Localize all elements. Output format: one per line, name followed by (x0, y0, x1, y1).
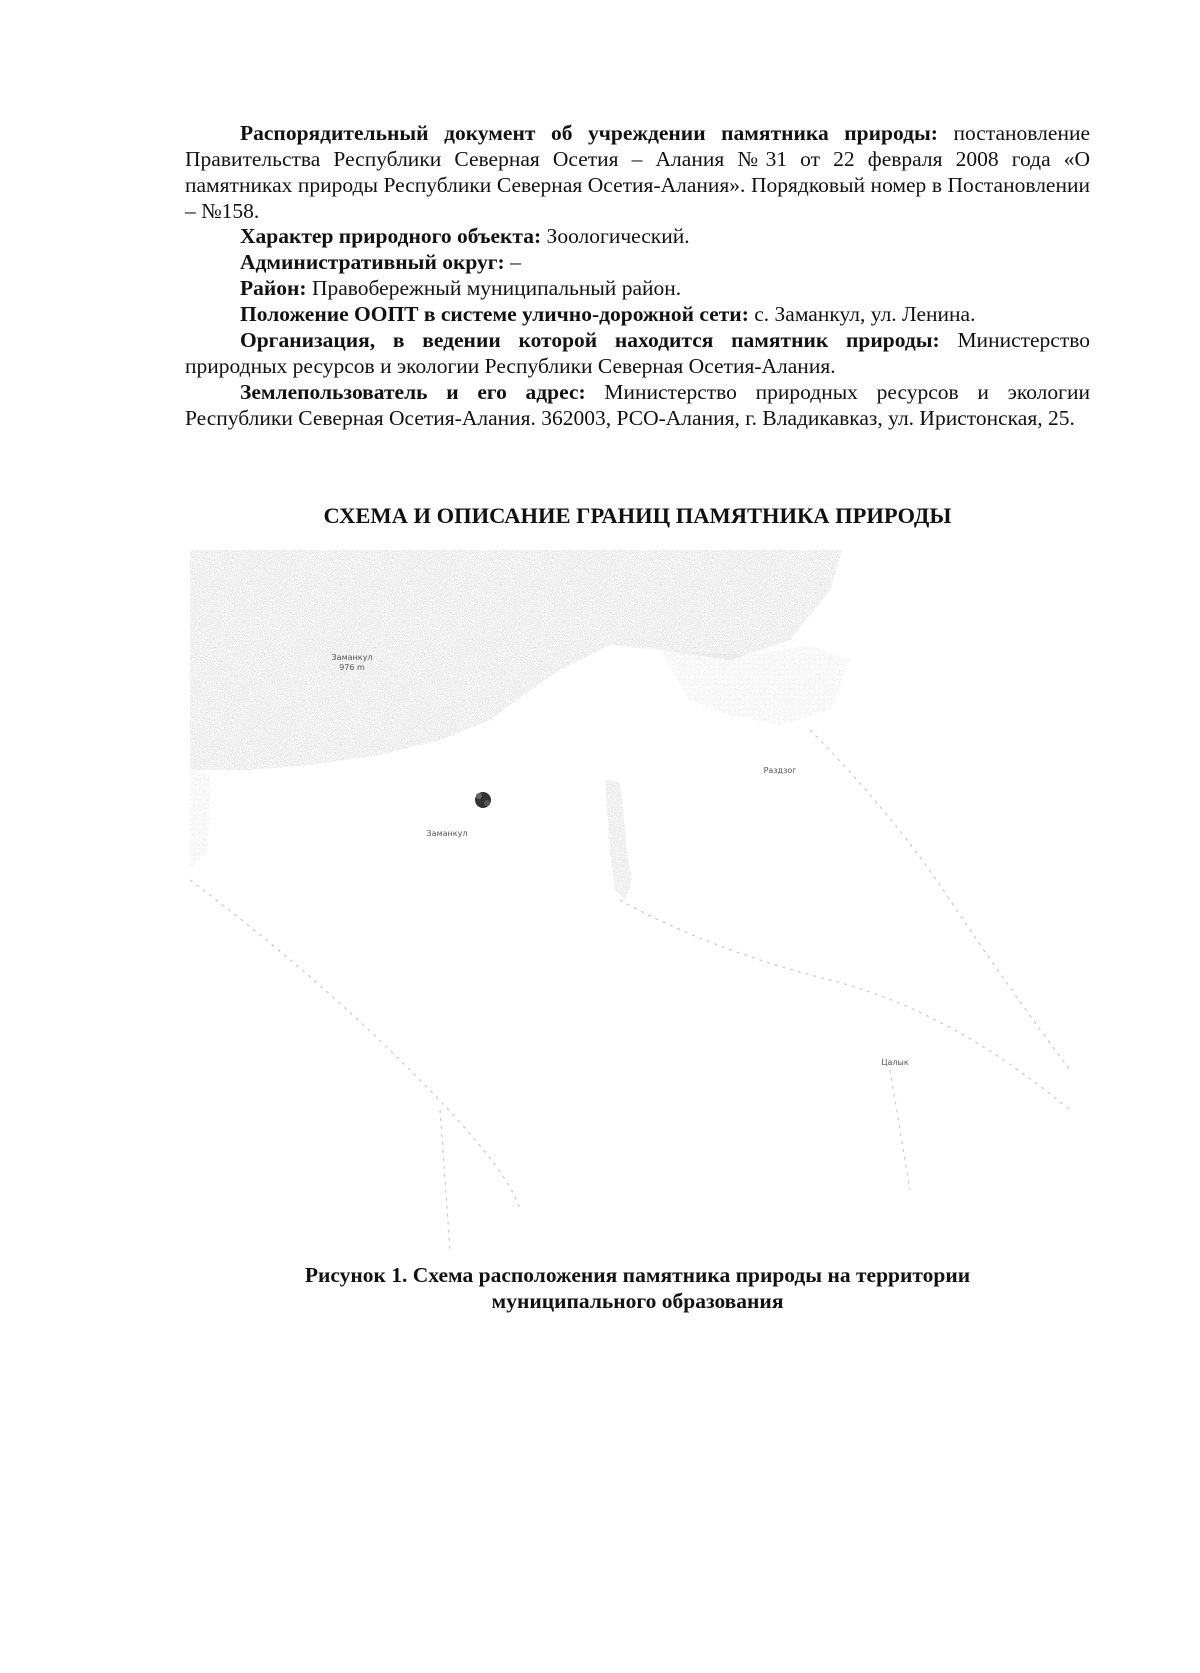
label-organization: Организация, в ведении которой находится памятник природы: (240, 328, 940, 352)
paragraph-district (185, 275, 1090, 301)
label-road-network: Положение ООПТ в системе улично-дорожной сети: (240, 302, 749, 326)
label-district: Район: (240, 276, 307, 300)
monument-location-marker (475, 792, 491, 808)
figure-caption (185, 1262, 1090, 1314)
text-district: Правобережный муниципальный район. (306, 276, 682, 300)
text-object-character: Зоологический. (541, 224, 690, 248)
paragraph-road-network (185, 301, 1090, 327)
paragraph-admin-district (185, 249, 1090, 275)
paragraph-legal-document (185, 120, 1090, 224)
text-organization: Министерство природных ресурсов и экологии Республики Северная Осетия-Алания. (185, 328, 1091, 378)
text-road-network: с. Заманкул, ул. Ленина. (748, 302, 976, 326)
location-map (190, 550, 1090, 1250)
map-label-razdzog: Раздзог (763, 766, 797, 775)
map-label-peak: Заманкул (331, 653, 373, 662)
forest-area-northeast (660, 645, 850, 725)
label-land-user: Землепользователь и его адрес: (240, 380, 586, 404)
forest-area-west (190, 770, 210, 870)
paragraph-organization (185, 327, 1090, 379)
text-legal-document: постановление Правительства Республики Северная Осетия – Алания №31 от 22 февраля 2008 года «О памятниках природы Республики Северная Осетия-Алания». Порядковый номер в Постановлении – №158. (185, 121, 1090, 223)
paragraph-object-character (185, 223, 1090, 249)
map-label-peak-height: 976 m (339, 663, 365, 672)
forest-strip (605, 780, 632, 900)
road-lines (190, 730, 1070, 1250)
map-label-zamankul: Заманкул (426, 829, 468, 838)
section-heading: СХЕМА И ОПИСАНИЕ ГРАНИЦ ПАМЯТНИКА ПРИРОДЫ (323, 503, 952, 528)
text-land-user: Министерство природных ресурсов и экологии Республики Северная Осетия-Алания. 362003, РСО-Алания, г. Владикавказ, ул. Иристонская, 25. (185, 380, 1090, 430)
map-label-tsalyk: Цалык (881, 1058, 909, 1067)
label-object-character: Характер природного объекта: (240, 224, 542, 248)
figure-caption-line2: муниципального образования (491, 1289, 784, 1313)
figure-caption-line1: Рисунок 1. Схема расположения памятника природы на территории (304, 1263, 971, 1287)
label-legal-document: Распорядительный документ об учреждении памятника природы: (240, 121, 938, 145)
paragraph-land-user (185, 379, 1090, 431)
text-admin-district: – (504, 250, 521, 274)
label-admin-district: Административный округ: (240, 250, 505, 274)
